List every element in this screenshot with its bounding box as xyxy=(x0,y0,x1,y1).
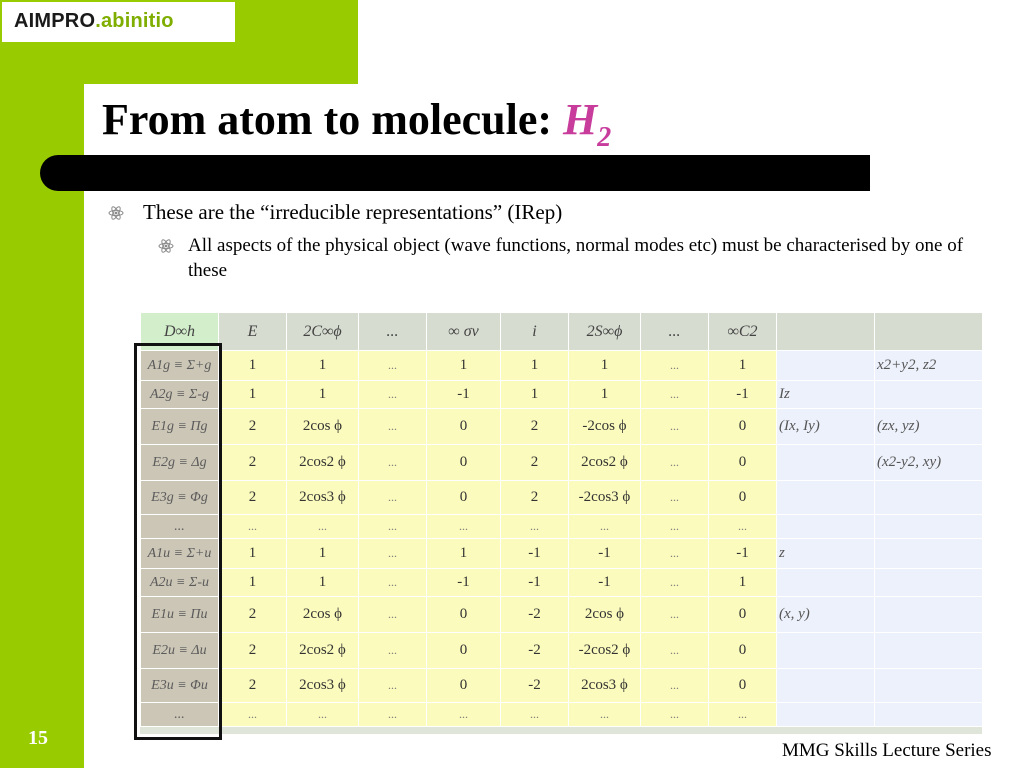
basis-function-linear xyxy=(777,515,875,539)
character-value: 0 xyxy=(709,481,777,515)
character-value: -1 xyxy=(709,381,777,409)
character-value: 2 xyxy=(219,409,287,445)
character-value: ... xyxy=(641,445,709,481)
basis-function-quadratic: (zx, yz) xyxy=(875,409,983,445)
character-value: ... xyxy=(569,703,641,727)
character-value: 1 xyxy=(427,539,501,569)
header-cell: i xyxy=(501,313,569,351)
table-row xyxy=(141,381,983,409)
basis-function-quadratic xyxy=(875,381,983,409)
basis-function-quadratic: x2+y2, z2 xyxy=(875,351,983,381)
logo-suffix: .abinitio xyxy=(95,10,174,32)
basis-function-quadratic xyxy=(875,669,983,703)
character-value: ... xyxy=(359,539,427,569)
character-value: ... xyxy=(641,351,709,381)
character-value: 1 xyxy=(219,569,287,597)
character-value: 2cos ϕ xyxy=(287,597,359,633)
character-value: 0 xyxy=(709,445,777,481)
character-value: -2 xyxy=(501,669,569,703)
character-value: 0 xyxy=(427,633,501,669)
character-value: ... xyxy=(641,539,709,569)
irep-label: A1u ≡ Σ+u xyxy=(141,539,219,569)
basis-function-linear xyxy=(777,351,875,381)
irep-label: E1g ≡ Πg xyxy=(141,409,219,445)
basis-function-quadratic xyxy=(875,633,983,669)
basis-function-linear xyxy=(777,633,875,669)
character-value: 1 xyxy=(427,351,501,381)
character-value: ... xyxy=(641,409,709,445)
basis-function-quadratic xyxy=(875,515,983,539)
character-value: ... xyxy=(501,703,569,727)
character-value: 1 xyxy=(569,381,641,409)
character-value: -2cos2 ϕ xyxy=(569,633,641,669)
table-row xyxy=(141,351,983,381)
table-header-row xyxy=(141,313,983,351)
group-symbol-cell: D∞h xyxy=(141,313,219,351)
basis-function-linear: z xyxy=(777,539,875,569)
header-cell: 2C∞ϕ xyxy=(287,313,359,351)
character-value: 2cos ϕ xyxy=(569,597,641,633)
character-value: -2cos ϕ xyxy=(569,409,641,445)
character-value: 0 xyxy=(427,409,501,445)
atom-bullet-icon xyxy=(108,205,124,221)
table-row xyxy=(141,515,983,539)
basis-function-linear xyxy=(777,669,875,703)
atom-bullet-icon xyxy=(158,238,174,254)
character-value: 0 xyxy=(427,481,501,515)
character-value: 1 xyxy=(287,381,359,409)
table-row xyxy=(141,669,983,703)
character-value: 2cos ϕ xyxy=(287,409,359,445)
character-value: 1 xyxy=(709,569,777,597)
character-value: ... xyxy=(709,703,777,727)
character-value: ... xyxy=(359,481,427,515)
basis-function-linear: Iz xyxy=(777,381,875,409)
basis-function-linear xyxy=(777,445,875,481)
header-cell: ∞C2 xyxy=(709,313,777,351)
character-value: ... xyxy=(641,633,709,669)
header-cell xyxy=(875,313,983,351)
character-value: 2 xyxy=(501,409,569,445)
basis-function-quadratic: (x2-y2, xy) xyxy=(875,445,983,481)
character-value: 1 xyxy=(501,381,569,409)
irep-label: E3g ≡ Φg xyxy=(141,481,219,515)
slide-number: 15 xyxy=(28,727,48,749)
character-value: 2cos2 ϕ xyxy=(569,445,641,481)
character-value: ... xyxy=(641,481,709,515)
title-subscript: 2 xyxy=(597,122,612,153)
character-table-container xyxy=(140,312,982,734)
character-value: 0 xyxy=(709,669,777,703)
character-value: ... xyxy=(427,703,501,727)
character-value: 2cos3 ϕ xyxy=(287,669,359,703)
character-value: 1 xyxy=(219,351,287,381)
character-value: -2cos3 ϕ xyxy=(569,481,641,515)
logo-brand: AIMPRO xyxy=(14,10,96,32)
character-value: 2 xyxy=(219,445,287,481)
character-value: -1 xyxy=(427,381,501,409)
footer-series: MMG Skills Lecture Series xyxy=(782,740,992,761)
irep-label: A1g ≡ Σ+g xyxy=(141,351,219,381)
character-value: 2cos3 ϕ xyxy=(569,669,641,703)
character-value: -2 xyxy=(501,633,569,669)
character-value: 1 xyxy=(287,539,359,569)
character-value: ... xyxy=(359,409,427,445)
header-cell: E xyxy=(219,313,287,351)
logo-text xyxy=(14,10,174,33)
character-value: 2cos2 ϕ xyxy=(287,445,359,481)
basis-function-linear xyxy=(777,569,875,597)
character-value: -1 xyxy=(569,569,641,597)
table-row xyxy=(141,597,983,633)
irep-label: ... xyxy=(141,703,219,727)
character-value: 0 xyxy=(427,597,501,633)
character-value: -1 xyxy=(569,539,641,569)
character-table xyxy=(140,312,983,727)
irep-label: ... xyxy=(141,515,219,539)
character-value: ... xyxy=(287,703,359,727)
header-cell: 2S∞ϕ xyxy=(569,313,641,351)
character-value: 0 xyxy=(427,445,501,481)
basis-function-quadratic xyxy=(875,481,983,515)
basis-function-linear: (Ix, Iy) xyxy=(777,409,875,445)
header-cell: ... xyxy=(359,313,427,351)
irep-label: A2g ≡ Σ-g xyxy=(141,381,219,409)
character-value: ... xyxy=(359,703,427,727)
character-value: 1 xyxy=(219,381,287,409)
character-value: ... xyxy=(287,515,359,539)
irep-label: E3u ≡ Φu xyxy=(141,669,219,703)
basis-function-quadratic xyxy=(875,703,983,727)
character-value: ... xyxy=(219,703,287,727)
basis-function-linear xyxy=(777,703,875,727)
character-value: -1 xyxy=(427,569,501,597)
character-value: 1 xyxy=(709,351,777,381)
irep-label: E1u ≡ Πu xyxy=(141,597,219,633)
character-value: 1 xyxy=(501,351,569,381)
logo xyxy=(2,2,235,42)
character-value: ... xyxy=(427,515,501,539)
character-value: 1 xyxy=(287,569,359,597)
character-value: ... xyxy=(641,669,709,703)
header-cell: ... xyxy=(641,313,709,351)
character-value: ... xyxy=(501,515,569,539)
bullet-irep: These are the “irreducible representations” (IRep) xyxy=(143,200,563,224)
character-value: 2 xyxy=(219,669,287,703)
irep-label: E2u ≡ Δu xyxy=(141,633,219,669)
character-value: 1 xyxy=(569,351,641,381)
character-value: 2 xyxy=(501,481,569,515)
character-value: 0 xyxy=(709,633,777,669)
character-value: ... xyxy=(359,669,427,703)
character-value: 0 xyxy=(427,669,501,703)
header-cell: ∞ σv xyxy=(427,313,501,351)
character-value: 2cos2 ϕ xyxy=(287,633,359,669)
irep-label: E2g ≡ Δg xyxy=(141,445,219,481)
character-value: 0 xyxy=(709,597,777,633)
character-value: 2 xyxy=(219,633,287,669)
character-value: ... xyxy=(359,445,427,481)
character-value: 0 xyxy=(709,409,777,445)
character-value: ... xyxy=(359,597,427,633)
character-value: ... xyxy=(641,703,709,727)
character-value: ... xyxy=(359,569,427,597)
character-value: -2 xyxy=(501,597,569,633)
character-value: 2cos3 ϕ xyxy=(287,481,359,515)
table-row xyxy=(141,703,983,727)
table-row xyxy=(141,409,983,445)
character-value: ... xyxy=(359,633,427,669)
irep-label: A2u ≡ Σ-u xyxy=(141,569,219,597)
character-value: 1 xyxy=(219,539,287,569)
character-value: ... xyxy=(359,515,427,539)
basis-function-quadratic xyxy=(875,597,983,633)
table-row xyxy=(141,569,983,597)
character-value: -1 xyxy=(501,539,569,569)
character-value: ... xyxy=(359,381,427,409)
character-value: -1 xyxy=(709,539,777,569)
table-row xyxy=(141,481,983,515)
bullet-aspects: All aspects of the physical object (wave functions, normal modes etc) must be characterised by one of these xyxy=(188,235,964,281)
character-value: 2 xyxy=(501,445,569,481)
basis-function-linear xyxy=(777,481,875,515)
character-value: 2 xyxy=(219,597,287,633)
title-symbol: H xyxy=(563,95,598,144)
character-value: 2 xyxy=(219,481,287,515)
basis-function-quadratic xyxy=(875,539,983,569)
title-underline-bar xyxy=(40,155,870,191)
character-value: ... xyxy=(641,597,709,633)
character-value: -1 xyxy=(501,569,569,597)
page-title xyxy=(102,94,612,153)
basis-function-quadratic xyxy=(875,569,983,597)
character-value: 1 xyxy=(287,351,359,381)
green-side-band xyxy=(0,0,84,768)
character-value: ... xyxy=(641,381,709,409)
character-value: ... xyxy=(641,515,709,539)
table-row xyxy=(141,445,983,481)
table-row xyxy=(141,633,983,669)
character-value: ... xyxy=(219,515,287,539)
header-cell xyxy=(777,313,875,351)
character-value: ... xyxy=(641,569,709,597)
character-value: ... xyxy=(709,515,777,539)
table-row xyxy=(141,539,983,569)
basis-function-linear: (x, y) xyxy=(777,597,875,633)
title-text: From atom to molecule: xyxy=(102,95,564,144)
character-value: ... xyxy=(359,351,427,381)
character-value: ... xyxy=(569,515,641,539)
